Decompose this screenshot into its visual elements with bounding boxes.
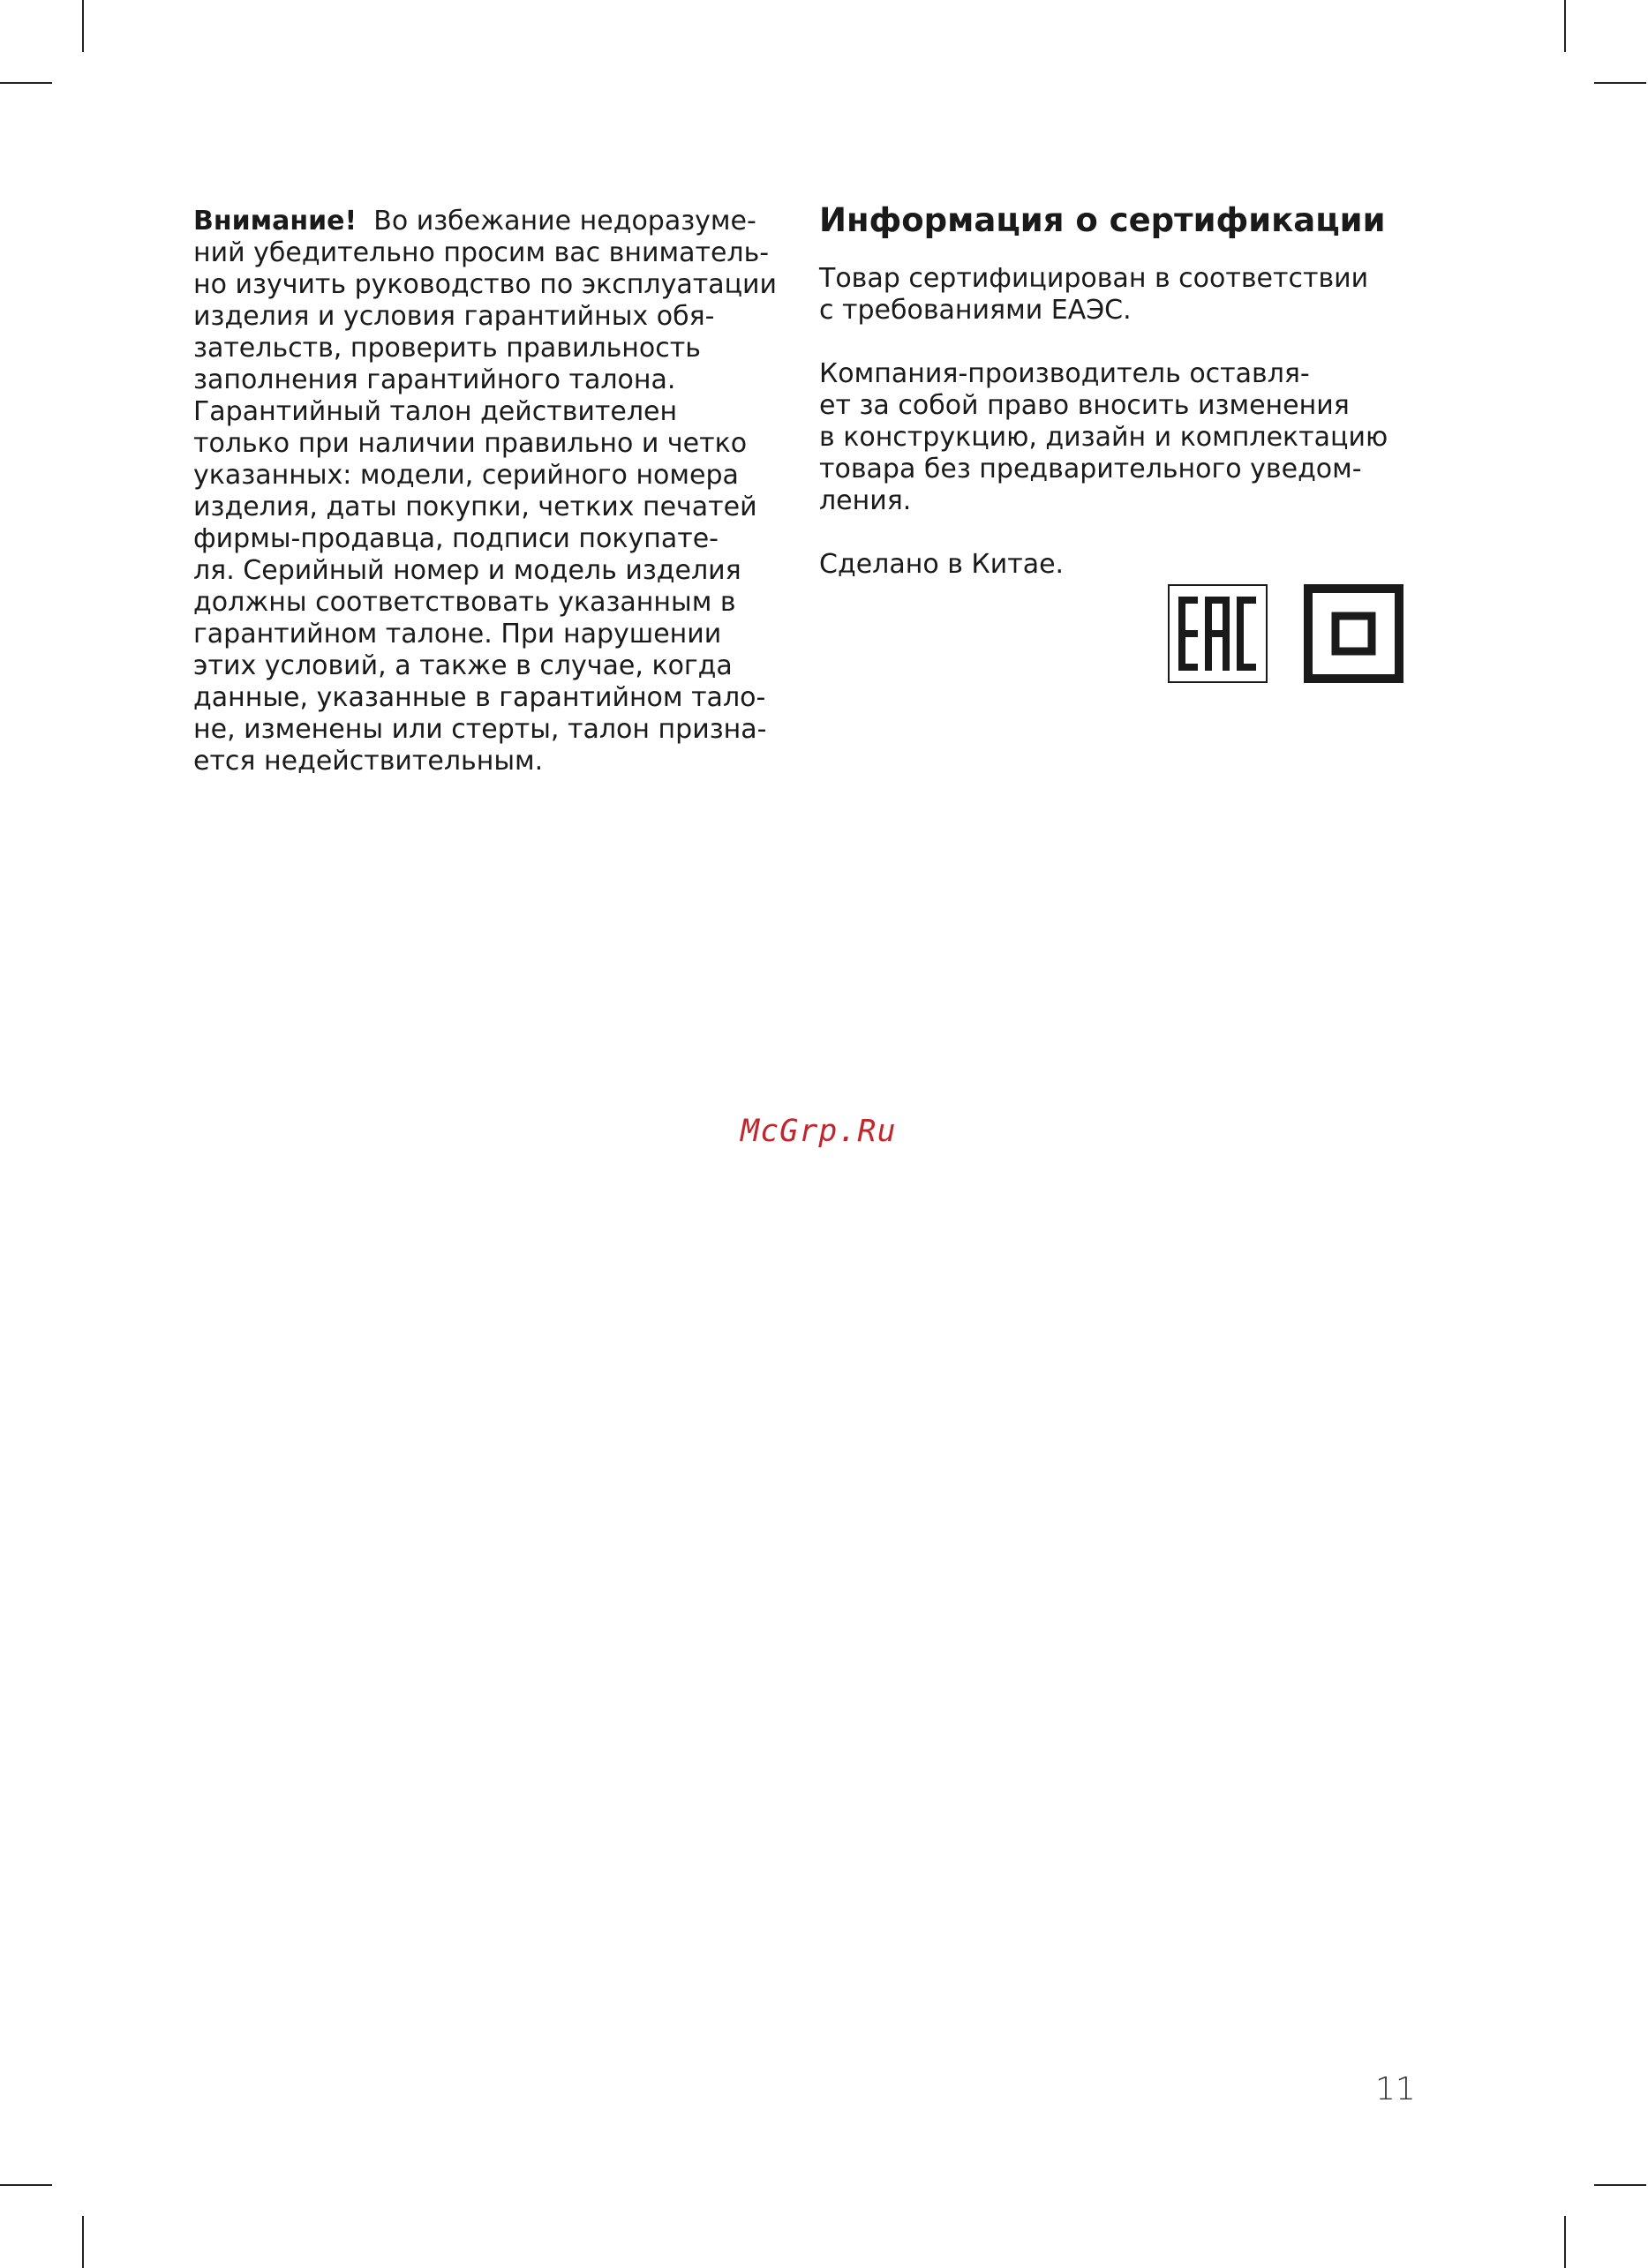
text-line: в конструкцию, дизайн и комплектацию <box>819 422 1388 453</box>
warranty-notice <box>193 206 785 777</box>
text-line: указанных: модели, серийного номера <box>193 460 739 491</box>
origin-paragraph <box>819 549 1437 581</box>
certification-info <box>819 199 1437 612</box>
text-line: ления. <box>819 485 912 516</box>
crop-mark <box>1564 2216 1566 2268</box>
attention-label: Внимание! <box>193 206 357 237</box>
text-line: товара без предварительного уведом- <box>819 454 1362 484</box>
text-line-content: Во избежание недоразуме- <box>373 206 756 237</box>
crop-mark <box>1594 82 1646 84</box>
text-line: фирмы-продавца, подписи покупате- <box>193 523 719 554</box>
text-line: ний убедительно просим вас вниматель- <box>193 237 770 268</box>
text-line: но изучить руководство по эксплуатации <box>193 269 777 300</box>
crop-mark <box>1594 2184 1646 2186</box>
watermark-text: McGrp.Ru <box>741 1114 897 1149</box>
text-line: этих условий, а также в случае, когда <box>193 650 733 681</box>
crop-mark <box>1564 0 1566 52</box>
page-number: 11 <box>1375 2071 1416 2107</box>
text-line: должны соответствовать указанным в <box>193 587 736 618</box>
text-line: зательств, проверить правильность <box>193 333 701 364</box>
text-line: Сделано в Китае. <box>819 549 1065 580</box>
text-line: изделия, даты покупки, четких печатей <box>193 492 757 522</box>
text-line: не, изменены или стерты, талон призна- <box>193 714 767 745</box>
crop-mark <box>82 2216 84 2268</box>
crop-mark <box>0 2184 52 2186</box>
crop-mark <box>0 82 52 84</box>
text-line <box>193 206 785 237</box>
manufacturer-paragraph <box>819 358 1437 517</box>
text-line: гарантийном талоне. При нарушении <box>193 619 722 650</box>
double-insulation-icon <box>1304 584 1403 683</box>
text-line: ется недействительным. <box>193 746 544 777</box>
certification-paragraph <box>819 263 1437 327</box>
text-line: ля. Серийный номер и модель изделия <box>193 555 741 586</box>
text-line: ет за собой право вносить изменения <box>819 390 1350 421</box>
crop-mark <box>82 0 84 52</box>
text-line: только при наличии правильно и четко <box>193 428 748 459</box>
text-line: изделия и условия гарантийных обя- <box>193 301 715 332</box>
text-line: с требованиями ЕАЭС. <box>819 295 1132 326</box>
text-line: данные, указанные в гарантийном тало- <box>193 682 766 713</box>
text-line: Гарантийный талон действителен <box>193 396 678 427</box>
text-line: заполнения гарантийного талона. <box>193 364 676 395</box>
text-line: Товар сертифицирован в соответствии <box>819 263 1369 294</box>
section-title: Информация о сертификации <box>819 201 1386 239</box>
eac-logo-icon <box>1168 584 1268 683</box>
text-line: Компания-производитель оставля- <box>819 358 1310 389</box>
